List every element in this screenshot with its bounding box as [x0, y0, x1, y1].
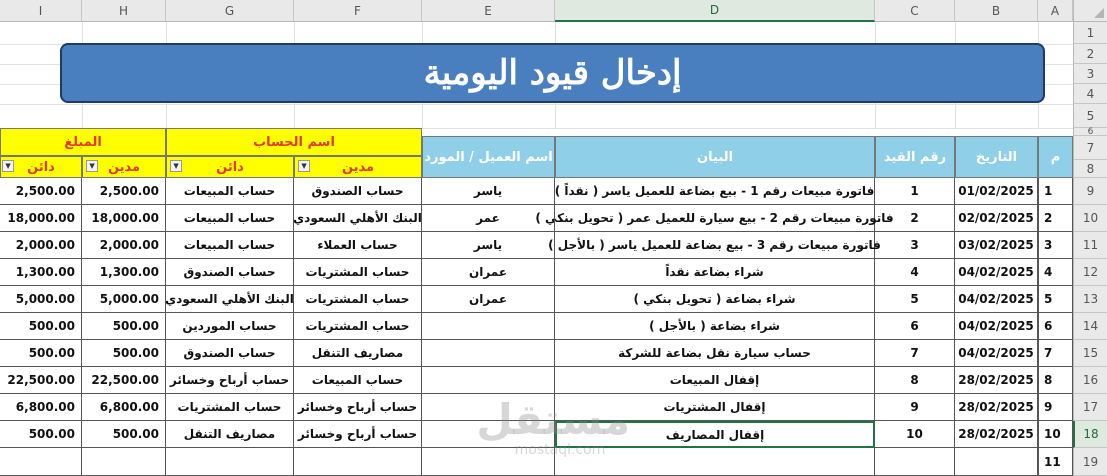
cell-date[interactable]: 28/02/2025 [955, 394, 1038, 421]
cell-account-debit[interactable]: حساب أرباح وخسائر [294, 421, 422, 448]
cell-amount-debit[interactable]: 1,300.00 [82, 259, 166, 286]
cell-amount-credit[interactable]: 1,300.00 [0, 259, 82, 286]
cell-account-credit[interactable]: حساب المبيعات [166, 232, 294, 259]
cell-description[interactable]: شراء بضاعة ( تحويل بنكي ) [555, 286, 875, 313]
select-all-triangle-icon [1094, 8, 1104, 18]
cell-account-debit[interactable]: حساب المبيعات [294, 367, 422, 394]
column-header-e[interactable]: E [422, 0, 555, 22]
cell-date[interactable]: 04/02/2025 [955, 286, 1038, 313]
row-header-12[interactable]: 12 [1073, 259, 1107, 286]
cell-row-number[interactable]: 10 [1038, 421, 1073, 448]
cell-account-credit[interactable]: حساب الصندوق [166, 259, 294, 286]
cell-amount-debit[interactable]: 18,000.00 [82, 205, 166, 232]
cell-amount-credit[interactable] [0, 448, 82, 476]
cell-amount-debit[interactable]: 500.00 [82, 313, 166, 340]
cell-entry-number[interactable]: 1 [875, 178, 955, 205]
cell-date[interactable] [955, 448, 1038, 476]
filter-dropdown-icon[interactable]: ▼ [2, 160, 14, 172]
cell-row-number[interactable]: 9 [1038, 394, 1073, 421]
cell-row-number[interactable]: 11 [1038, 448, 1073, 476]
column-header-f[interactable]: F [294, 0, 422, 22]
cell-account-credit[interactable]: حساب الصندوق [166, 340, 294, 367]
cell-row-number[interactable]: 6 [1038, 313, 1073, 340]
cell-entry-number[interactable]: 2 [875, 205, 955, 232]
cell-amount-debit[interactable]: 6,800.00 [82, 394, 166, 421]
cell-date[interactable]: 01/02/2025 [955, 178, 1038, 205]
cell-amount-credit[interactable]: 500.00 [0, 313, 82, 340]
cell-account-credit[interactable]: مصاريف التنقل [166, 421, 294, 448]
cell-row-number[interactable]: 3 [1038, 232, 1073, 259]
column-header-h[interactable]: H [82, 0, 166, 22]
cell-party[interactable] [422, 340, 555, 367]
cell-party[interactable]: عمران [422, 286, 555, 313]
row-header-2[interactable]: 2 [1073, 44, 1107, 64]
header-date: التاريخ [955, 136, 1038, 178]
filter-dropdown-icon[interactable]: ▼ [298, 160, 310, 172]
cell-entry-number[interactable] [875, 448, 955, 476]
cell-amount-debit[interactable]: 5,000.00 [82, 286, 166, 313]
row-header-3[interactable]: 3 [1073, 64, 1107, 84]
cell-row-number[interactable]: 4 [1038, 259, 1073, 286]
cell-entry-number[interactable]: 8 [875, 367, 955, 394]
header-amount: المبلغ [0, 128, 166, 156]
cell-amount-debit[interactable] [82, 448, 166, 476]
cell-account-credit[interactable]: حساب المبيعات [166, 205, 294, 232]
cell-account-debit[interactable]: حساب المشتريات [294, 259, 422, 286]
row-header-10[interactable]: 10 [1073, 205, 1107, 232]
cell-date[interactable]: 28/02/2025 [955, 367, 1038, 394]
row-header-14[interactable]: 14 [1073, 313, 1107, 340]
cell-party[interactable] [422, 313, 555, 340]
cell-description[interactable]: شراء بضاعة ( بالأجل ) [555, 313, 875, 340]
cell-account-credit[interactable]: البنك الأهلي السعودي [166, 286, 294, 313]
cell-amount-credit[interactable]: 2,500.00 [0, 178, 82, 205]
cell-row-number[interactable]: 5 [1038, 286, 1073, 313]
row-header-18[interactable]: 18 [1073, 421, 1107, 448]
cell-description[interactable]: إقفال المصاريف [555, 421, 875, 448]
select-all-corner[interactable] [1073, 0, 1107, 22]
cell-date[interactable]: 03/02/2025 [955, 232, 1038, 259]
cell-row-number[interactable]: 1 [1038, 178, 1073, 205]
cell-row-number[interactable]: 7 [1038, 340, 1073, 367]
cell-amount-debit[interactable]: 2,000.00 [82, 232, 166, 259]
cell-party[interactable]: ياسر [422, 232, 555, 259]
cell-party[interactable]: ياسر [422, 178, 555, 205]
gridline [0, 104, 1073, 105]
header-party: اسم العميل / المورد [422, 136, 555, 178]
cell-amount-credit[interactable]: 18,000.00 [0, 205, 82, 232]
row-header-16[interactable]: 16 [1073, 367, 1107, 394]
row-header-7[interactable]: 7 [1073, 136, 1107, 160]
cell-amount-credit[interactable]: 6,800.00 [0, 394, 82, 421]
row-header-11[interactable]: 11 [1073, 232, 1107, 259]
cell-entry-number[interactable]: 4 [875, 259, 955, 286]
cell-account-debit[interactable]: مصاريف التنقل [294, 340, 422, 367]
cell-amount-debit[interactable]: 2,500.00 [82, 178, 166, 205]
column-header-a[interactable]: A [1038, 0, 1073, 22]
cell-account-debit[interactable]: البنك الأهلي السعودي [294, 205, 422, 232]
cell-amount-credit[interactable]: 5,000.00 [0, 286, 82, 313]
cell-description[interactable]: إقفال المشتريات [555, 394, 875, 421]
cell-description[interactable]: فاتورة مبيعات رقم 2 - بيع سيارة للعميل عمر ( تحويل بنكي ) [555, 205, 875, 232]
row-header-8[interactable]: 8 [1073, 160, 1107, 178]
cell-amount-debit[interactable]: 500.00 [82, 421, 166, 448]
column-header-g[interactable]: G [166, 0, 294, 22]
cell-party[interactable] [422, 367, 555, 394]
row-header-6[interactable]: 6 [1073, 128, 1107, 136]
cell-amount-credit[interactable]: 500.00 [0, 421, 82, 448]
row-header-5[interactable]: 5 [1073, 104, 1107, 128]
cell-entry-number[interactable]: 9 [875, 394, 955, 421]
row-header-15[interactable]: 15 [1073, 340, 1107, 367]
row-header-17[interactable]: 17 [1073, 394, 1107, 421]
cell-account-debit[interactable]: حساب المشتريات [294, 313, 422, 340]
row-header-1[interactable]: 1 [1073, 22, 1107, 44]
cell-account-debit[interactable]: حساب أرباح وخسائر [294, 394, 422, 421]
cell-entry-number[interactable]: 3 [875, 232, 955, 259]
column-header-b[interactable]: B [955, 0, 1038, 22]
header-description: البيان [555, 136, 875, 178]
header-account-debit-label: مدين [341, 159, 375, 175]
cell-description[interactable]: حساب سيارة نقل بضاعة للشركة [555, 340, 875, 367]
cell-date[interactable]: 04/02/2025 [955, 259, 1038, 286]
cell-account-credit[interactable] [166, 448, 294, 476]
header-amount-credit[interactable] [0, 156, 82, 178]
cell-amount-debit[interactable]: 500.00 [82, 340, 166, 367]
cell-row-number[interactable]: 8 [1038, 367, 1073, 394]
header-entry-number: رقم القيد [875, 136, 955, 178]
sheet-title-banner: إدخال قيود اليومية [60, 43, 1045, 103]
cell-amount-debit[interactable]: 22,500.00 [82, 367, 166, 394]
row-header-19[interactable]: 19 [1073, 448, 1107, 476]
cell-amount-credit[interactable]: 2,000.00 [0, 232, 82, 259]
mostaql-watermark [476, 395, 630, 462]
cell-account-debit[interactable]: حساب الصندوق [294, 178, 422, 205]
header-account-name: اسم الحساب [166, 128, 422, 156]
cell-account-credit[interactable]: حساب المبيعات [166, 178, 294, 205]
cell-date[interactable]: 04/02/2025 [955, 340, 1038, 367]
cell-date[interactable]: 04/02/2025 [955, 313, 1038, 340]
cell-description[interactable]: شراء بضاعة نقداً [555, 259, 875, 286]
cell-account-credit[interactable]: حساب الموردين [166, 313, 294, 340]
cell-description[interactable]: إقفال المبيعات [555, 367, 875, 394]
header-account-debit[interactable] [294, 156, 422, 178]
header-account-credit[interactable] [166, 156, 294, 178]
cell-entry-number[interactable]: 10 [875, 421, 955, 448]
filter-dropdown-icon[interactable]: ▼ [86, 160, 98, 172]
header-amount-debit[interactable] [82, 156, 166, 178]
row-header-9[interactable]: 9 [1073, 178, 1107, 205]
cell-account-debit[interactable] [294, 448, 422, 476]
cell-entry-number[interactable]: 6 [875, 313, 955, 340]
cell-description[interactable]: فاتورة مبيعات رقم 1 - بيع بضاعة للعميل ياسر ( نقداً ) [555, 178, 875, 205]
watermark-latin: mostaql.com [514, 442, 606, 458]
cell-description[interactable]: فاتورة مبيعات رقم 3 - بيع بضاعة للعميل ياسر ( بالأجل ) [555, 232, 875, 259]
cell-party[interactable]: عمران [422, 259, 555, 286]
filter-dropdown-icon[interactable]: ▼ [170, 160, 182, 172]
row-header-4[interactable]: 4 [1073, 84, 1107, 104]
header-amount-debit-label: مدين [107, 159, 141, 175]
header-account-credit-label: دائن [216, 159, 244, 175]
watermark-arabic: مستقل [476, 395, 630, 444]
cell-account-debit[interactable]: حساب المشتريات [294, 286, 422, 313]
column-header-d[interactable]: D [555, 0, 875, 22]
cell-account-credit[interactable]: حساب المشتريات [166, 394, 294, 421]
cell-entry-number[interactable]: 5 [875, 286, 955, 313]
cell-account-credit[interactable]: حساب أرباح وخسائر [166, 367, 294, 394]
cell-date[interactable]: 02/02/2025 [955, 205, 1038, 232]
column-header-c[interactable]: C [875, 0, 955, 22]
cell-row-number[interactable]: 2 [1038, 205, 1073, 232]
cell-entry-number[interactable]: 7 [875, 340, 955, 367]
cell-date[interactable]: 28/02/2025 [955, 421, 1038, 448]
row-header-13[interactable]: 13 [1073, 286, 1107, 313]
cell-amount-credit[interactable]: 500.00 [0, 340, 82, 367]
cell-party[interactable]: عمر [422, 205, 555, 232]
cell-account-debit[interactable]: حساب العملاء [294, 232, 422, 259]
header-row-number: م [1038, 136, 1073, 178]
cell-amount-credit[interactable]: 22,500.00 [0, 367, 82, 394]
header-amount-credit-label: دائن [27, 159, 55, 175]
column-header-i[interactable]: I [0, 0, 82, 22]
